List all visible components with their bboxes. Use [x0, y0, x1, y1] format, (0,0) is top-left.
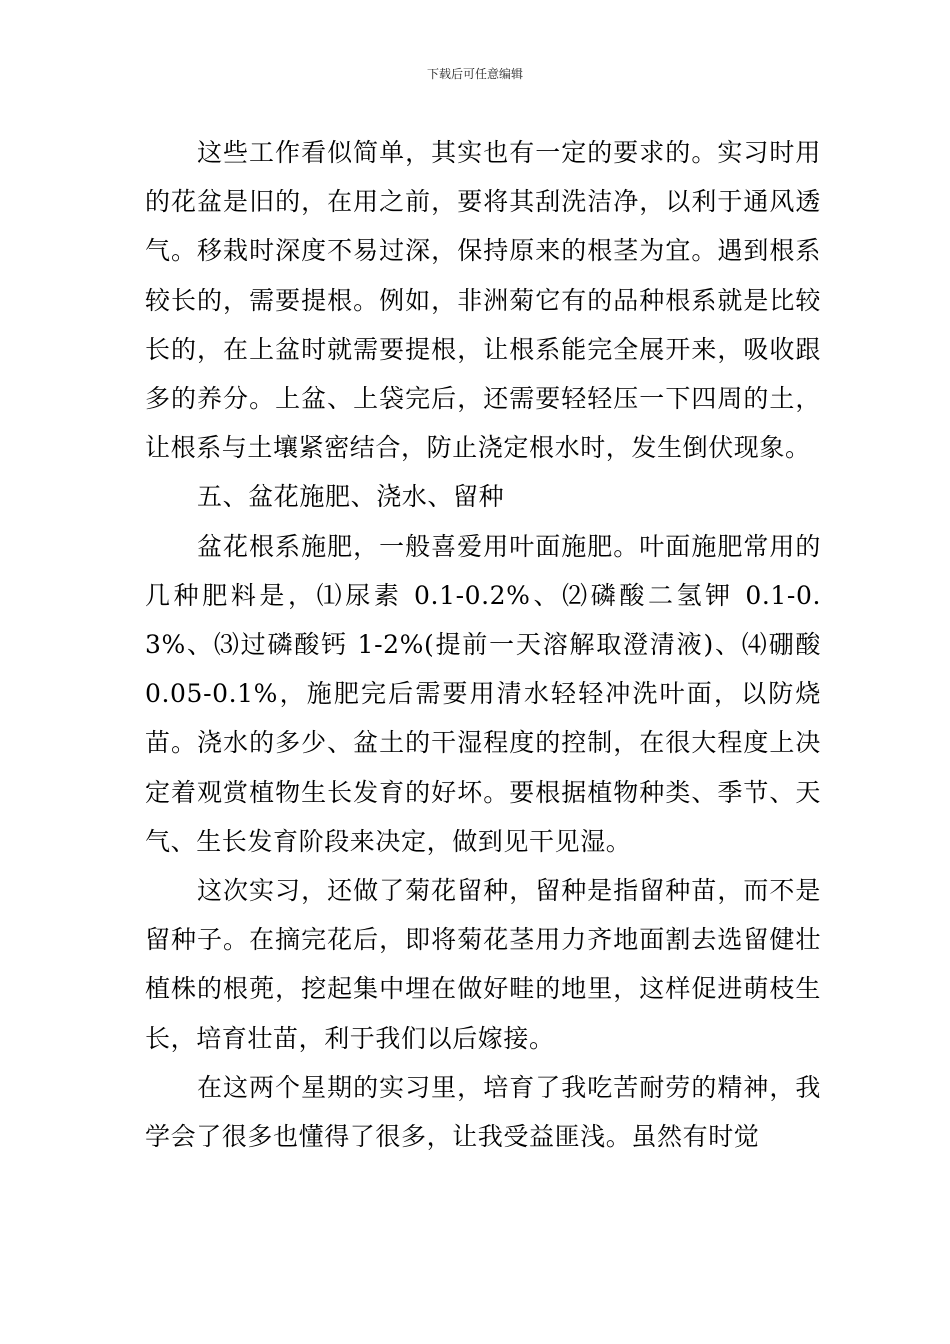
section-heading-fertilize-water-seed: 五、盆花施肥、浇水、留种 — [197, 482, 505, 512]
paragraph-chrysanthemum-seed: 这次实习，还做了菊花留种，留种是指留种苗，而不是留种子。在摘完花后，即将菊花茎用力齐地面割去选留健壮植株的根蔸，挖起集中埋在做好畦的地里，这样促进萌枝生长，培育壮苗，利于我们以后嫁接。 — [145, 876, 821, 1053]
paragraph-potting-requirements: 这些工作看似简单，其实也有一定的要求的。实习时用的花盆是旧的，在用之前，要将其刮洗洁净，以利于通风透气。移栽时深度不易过深，保持原来的根茎为宜。遇到根系较长的，需要提根。例如，非洲菊它有的品种根系就是比较长的，在上盆时就需要提根，让根系能完全展开来，吸收跟多的养分。上盆、上袋完后，还需要轻轻压一下四周的土，让根系与土壤紧密结合，防止浇定根水时，发生倒伏现象。 — [145, 138, 821, 463]
paragraph-reflection: 在这两个星期的实习里，培育了我吃苦耐劳的精神，我学会了很多也懂得了很多，让我受益匪浅。虽然有时觉 — [145, 1072, 821, 1152]
document-body — [145, 128, 821, 1161]
paragraph-fertilizing-watering: 盆花根系施肥，一般喜爱用叶面施肥。叶面施肥常用的几种肥料是，⑴尿素 0.1-0.2%、⑵磷酸二氢钾 0.1-0.3%、⑶过磷酸钙 1-2%(提前一天溶解取澄清液)、⑷硼酸 0.05-0.1%，施肥完后需要用清水轻轻冲洗叶面，以防烧苗。浇水的多少、盆土的干湿程度的控制，在很大程度上决定着观赏植物生长发育的好坏。要根据植物种类、季节、天气、生长发育阶段来决定，做到见干见湿。 — [145, 531, 821, 856]
page-header: 下载后可任意编辑 — [426, 67, 523, 81]
